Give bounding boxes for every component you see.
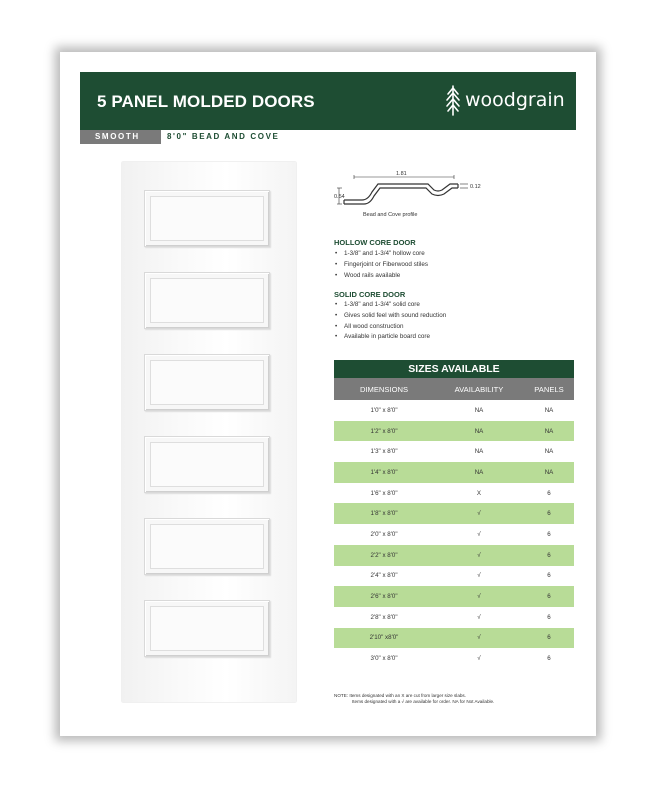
list-item: • Available in particle board core	[334, 332, 446, 343]
cell-dimensions: 2'2" x 8'0"	[370, 551, 398, 559]
table-row	[334, 607, 574, 628]
table-row	[334, 462, 574, 483]
sizes-table-body	[334, 400, 574, 669]
header-dimensions: DIMENSIONS	[359, 384, 409, 394]
cell-dimensions: 2'8" x 8'0"	[370, 613, 398, 621]
solid-core-list	[334, 300, 446, 343]
list-item: • Wood rails available	[334, 271, 428, 282]
logo-text: woodgrain	[465, 89, 565, 111]
cell-availability: √	[477, 613, 481, 621]
header-panels: PANELS	[534, 384, 564, 394]
cell-availability: √	[477, 551, 481, 559]
door-panel	[144, 354, 270, 411]
cell-dimensions: 1'6" x 8'0"	[370, 489, 398, 497]
sub-header-bar	[80, 130, 576, 144]
cell-panels: 6	[547, 593, 551, 601]
table-row	[334, 628, 574, 649]
table-row	[334, 524, 574, 545]
sizes-table-header	[334, 378, 574, 400]
profile-width-dim: 1.81	[396, 171, 407, 177]
sizes-table-title: SIZES AVAILABLE	[334, 360, 574, 378]
cell-panels: 6	[547, 510, 551, 518]
door-panel	[144, 436, 270, 493]
woodgrain-logo	[445, 84, 567, 118]
cell-dimensions: 2'10" x8'0"	[369, 634, 399, 642]
door-image	[122, 162, 296, 702]
cell-availability: √	[477, 634, 481, 642]
hollow-core-list	[334, 249, 428, 281]
profile-caption: Bead and Cove profile	[363, 212, 418, 218]
cell-availability: NA	[474, 406, 484, 414]
cell-availability: √	[477, 530, 481, 538]
cell-panels: NA	[544, 427, 554, 435]
height-label: 8'0" BEAD AND COVE	[167, 132, 280, 141]
page-title: 5 PANEL MOLDED DOORS	[97, 92, 315, 111]
sizes-table	[334, 360, 574, 669]
cell-availability: √	[477, 655, 481, 663]
profile-depth-dim: 0.12	[470, 184, 481, 190]
cell-panels: 6	[547, 530, 551, 538]
cell-availability: NA	[474, 448, 484, 456]
cell-availability: NA	[474, 427, 484, 435]
spec-sheet	[60, 52, 596, 736]
cell-dimensions: 1'2" x 8'0"	[370, 427, 398, 435]
cell-dimensions: 1'0" x 8'0"	[370, 406, 398, 414]
cell-availability: √	[477, 593, 481, 601]
profile-height-dim: 0.54	[334, 194, 345, 200]
cell-panels: 6	[547, 572, 551, 580]
cell-dimensions: 2'4" x 8'0"	[370, 572, 398, 580]
cell-dimensions: 2'0" x 8'0"	[370, 530, 398, 538]
list-item: • Fingerjoint or Fiberwood stiles	[334, 260, 428, 271]
table-row	[334, 400, 574, 421]
cell-dimensions: 3'0" x 8'0"	[370, 655, 398, 663]
table-row	[334, 503, 574, 524]
door-panel	[144, 190, 270, 247]
cell-panels: NA	[544, 468, 554, 476]
cell-panels: NA	[544, 406, 554, 414]
cell-panels: 6	[547, 655, 551, 663]
table-row	[334, 648, 574, 669]
cell-panels: 6	[547, 613, 551, 621]
footnote-line: NOTE: Items designated with an X are cut from larger size slabs.	[334, 693, 466, 698]
cell-dimensions: 1'4" x 8'0"	[370, 468, 398, 476]
cell-panels: 6	[547, 551, 551, 559]
cell-availability: X	[476, 489, 482, 497]
table-row	[334, 421, 574, 442]
hollow-core-heading: HOLLOW CORE DOOR	[334, 238, 416, 247]
list-item: • Gives solid feel with sound reduction	[334, 311, 446, 322]
footnote	[334, 693, 494, 705]
table-row	[334, 483, 574, 504]
solid-core-heading: SOLID CORE DOOR	[334, 290, 406, 299]
cell-dimensions: 2'6" x 8'0"	[370, 593, 398, 601]
door-panel	[144, 600, 270, 657]
header-banner	[80, 72, 576, 130]
table-row	[334, 566, 574, 587]
door-panel	[144, 518, 270, 575]
door-panel	[144, 272, 270, 329]
cell-availability: √	[477, 572, 481, 580]
list-item: • 1-3/8" and 1-3/4" hollow core	[334, 249, 428, 260]
cell-panels: 6	[547, 634, 551, 642]
table-row	[334, 441, 574, 462]
cell-panels: NA	[544, 448, 554, 456]
finish-label: SMOOTH	[80, 130, 161, 144]
footnote-line: Items designated with a √ are available for order. NA for Not Available.	[352, 699, 495, 704]
cell-dimensions: 1'8" x 8'0"	[370, 510, 398, 518]
table-row	[334, 545, 574, 566]
cell-availability: NA	[474, 468, 484, 476]
header-availability: AVAILABILITY	[454, 384, 504, 394]
cell-panels: 6	[547, 489, 551, 497]
tree-icon	[445, 84, 461, 118]
list-item: • 1-3/8" and 1-3/4" solid core	[334, 300, 446, 311]
table-row	[334, 586, 574, 607]
list-item: • All wood construction	[334, 322, 446, 333]
cell-availability: √	[477, 510, 481, 518]
cell-dimensions: 1'3" x 8'0"	[370, 448, 398, 456]
